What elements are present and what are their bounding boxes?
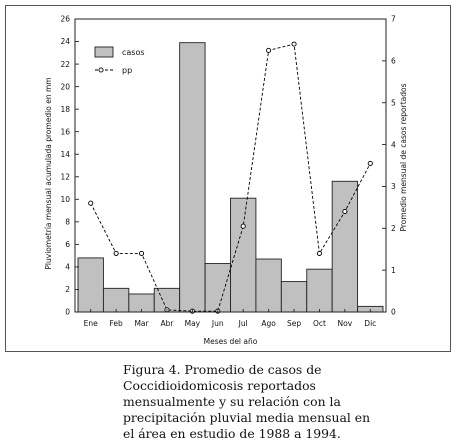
y-tick-label: 4	[65, 262, 70, 272]
caption-line: Figura 4. Promedio de casos de	[123, 362, 322, 377]
pp-point-dic	[368, 161, 372, 165]
x-tick-label: Abr	[160, 319, 174, 328]
y2-tick-label: 4	[391, 140, 396, 150]
x-axis-label: Meses del año	[203, 337, 258, 346]
x-tick-label: Ago	[261, 319, 276, 328]
caption-line: precipitación pluvial media mensual en	[123, 410, 371, 425]
bar-oct	[307, 269, 332, 312]
legend-swatch-casos	[95, 47, 113, 57]
x-tick-label: Dic	[364, 319, 377, 328]
x-tick-label: Jun	[211, 319, 224, 328]
y2-axis-label: Promedio mensual de casos reportados	[399, 83, 408, 232]
x-tick-label: Feb	[109, 319, 123, 328]
bar-jun	[205, 264, 230, 312]
caption-line: Coccidioidomicosis reportados	[123, 378, 316, 393]
pp-point-feb	[114, 251, 118, 255]
y-tick-label: 12	[60, 172, 70, 182]
x-tick-label: Oct	[312, 319, 326, 328]
x-tick-label: Nov	[337, 319, 353, 328]
pp-point-sep	[292, 42, 296, 46]
y-tick-label: 24	[60, 37, 70, 47]
y2-tick-label: 6	[391, 56, 396, 66]
y2-tick-label: 0	[391, 307, 396, 317]
x-tick-label: Jul	[238, 319, 248, 328]
y-tick-label: 2	[65, 285, 70, 295]
pp-point-ago	[267, 48, 271, 52]
pp-point-ene	[89, 201, 93, 205]
y-tick-label: 14	[60, 149, 70, 159]
y-tick-label: 0	[65, 307, 70, 317]
y-tick-label: 16	[60, 127, 70, 137]
pp-point-oct	[317, 251, 321, 255]
y2-tick-label: 2	[391, 223, 396, 233]
x-tick-label: Mar	[134, 319, 149, 328]
caption-line: el área en estudio de 1988 a 1994.	[123, 426, 341, 441]
pp-point-mar	[139, 251, 143, 255]
y-tick-label: 18	[60, 104, 70, 114]
x-tick-label: Ene	[83, 319, 98, 328]
y-tick-label: 10	[60, 195, 70, 205]
bar-feb	[103, 288, 128, 312]
pp-point-nov	[343, 209, 347, 213]
legend-label-casos: casos	[122, 48, 145, 57]
bar-sep	[281, 282, 306, 312]
figure-frame	[5, 5, 451, 352]
bar-may	[180, 43, 205, 312]
x-tick-label: Sep	[286, 319, 302, 328]
y-tick-label: 6	[65, 240, 70, 250]
legend-label-pp: pp	[122, 66, 133, 75]
bar-ene	[78, 258, 103, 312]
y-tick-label: 8	[65, 217, 70, 227]
y-tick-label: 22	[60, 59, 70, 69]
caption-line: mensualmente y su relación con la	[123, 394, 341, 409]
legend-marker-pp	[99, 68, 103, 72]
y-axis-label: Pluviometría mensual acumulada promedio en mm	[44, 77, 53, 270]
y2-tick-label: 1	[391, 265, 396, 275]
y2-tick-label: 5	[391, 98, 396, 108]
figure-caption	[123, 362, 371, 442]
y2-tick-label: 7	[391, 14, 396, 24]
y2-tick-label: 3	[391, 182, 396, 192]
x-tick-label: May	[184, 319, 201, 328]
y-tick-label: 26	[60, 14, 70, 24]
bar-ago	[256, 259, 281, 312]
bar-nov	[332, 181, 357, 312]
pp-point-jul	[241, 224, 245, 228]
combo-chart	[6, 6, 450, 351]
y-tick-label: 20	[60, 82, 70, 92]
